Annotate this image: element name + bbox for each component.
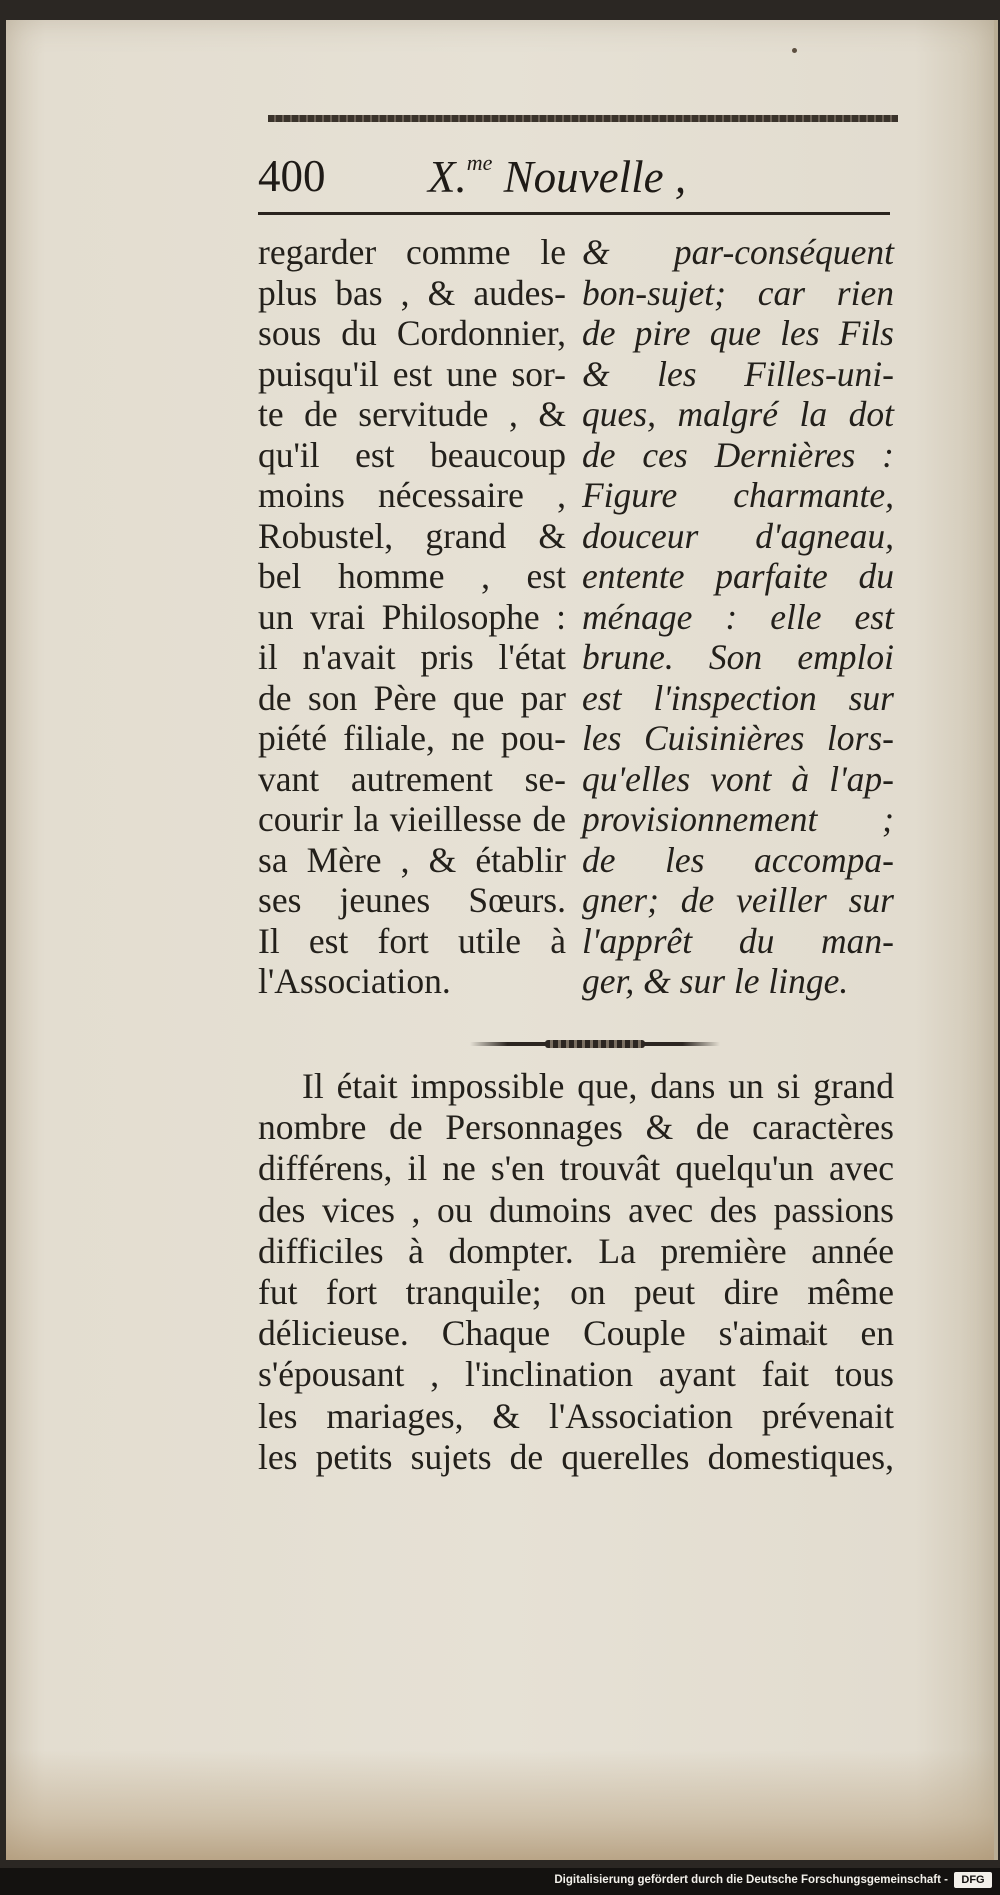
right-column-line: provisionnement ; [582,799,894,839]
page-stain [6,1750,994,1860]
page-number: 400 [258,151,326,201]
right-column-line: de ces Dernières : [582,434,894,475]
dfg-logo: DFG [954,1872,992,1888]
right-column-line: ques, malgré la dot [582,394,894,434]
left-column-line: Robustel, grand & [258,515,566,556]
right-column-line: de pire que les Fils [582,313,894,353]
left-column-line: te de servitude , & [258,394,566,434]
digitization-footer [0,1868,1000,1895]
right-column-line: & les Filles-uni- [582,353,894,394]
right-column-line: gner; de veiller sur [582,880,894,920]
paragraph-line: les petits sujets de querelles domestiques, [258,1436,894,1477]
funding-credit: Digitalisierung gefördert durch die Deutsche Forschungsgemeinschaft - [554,1874,948,1886]
right-column-line: brune. Son emploi [582,637,894,677]
paragraph-line: fut fort tranquile; on peut dire même [258,1271,894,1312]
paragraph-line: différens, il ne s'en trouvât quelqu'un avec [258,1148,894,1189]
paragraph-line: délicieuse. Chaque Couple s'aimait en [258,1313,894,1354]
right-column [582,232,894,1002]
right-column-line: Figure charmante, [582,475,894,515]
running-title [428,150,686,203]
right-column-line: les Cuisinières lors- [582,718,894,758]
paragraph-line: s'épousant , l'inclination ayant fait tous [258,1354,894,1395]
running-header [258,150,908,210]
left-column-line: puisqu'il est une sor- [258,353,566,394]
left-column-line: de son Père que par [258,677,566,718]
right-column-line: qu'elles vont à l'ap- [582,758,894,799]
running-title-superscript: me [466,150,493,175]
left-column-line: moins nécessaire , [258,475,566,515]
left-column-line: qu'il est beaucoup [258,434,566,475]
left-column-line: l'Association. [258,961,451,1001]
right-column-line: & par-conséquent [582,232,894,272]
left-column-line: courir la vieillesse de [258,799,566,839]
left-column [258,232,566,1002]
left-column-line: bel homme , est [258,556,566,596]
header-rule [258,212,890,215]
paper-speck [792,48,797,53]
paragraph-line: difficiles à dompter. La première année [258,1230,894,1271]
paragraph-line: Il était impossible que, dans un si grand [302,1066,894,1106]
section-ornament [470,1040,720,1048]
running-title-numeral: X. [428,152,467,202]
right-column-line: est l'inspection sur [582,677,894,718]
left-column-line: regarder comme le [258,232,566,272]
right-column-line: bon-sujet; car rien [582,272,894,313]
right-column-line: entente parfaite du [582,556,894,596]
left-column-line: un vrai Philosophe : [258,596,566,637]
paragraph-line: les mariages, & l'Association prévenait [258,1395,894,1436]
left-column-line: piété filiale, ne pou- [258,718,566,758]
left-column-line: Il est fort utile à [258,920,566,961]
paragraph-line: nombre de Personnages & de caractères [258,1107,894,1148]
right-column-line: ger, & sur le linge. [582,961,849,1001]
right-column-line: l'apprêt du man- [582,920,894,961]
ornament-knot [545,1040,645,1048]
left-column-line: il n'avait pris l'état [258,637,566,677]
left-column-line: vant autrement se- [258,758,566,799]
left-column-line: sa Mère , & établir [258,839,566,880]
body-paragraph [258,1066,894,1478]
right-column-line: ménage : elle est [582,596,894,637]
right-column-line: douceur d'agneau, [582,515,894,556]
left-column-line: sous du Cordonnier, [258,313,566,353]
left-column-line: plus bas , & audes- [258,272,566,313]
right-column-line: de les accompa- [582,839,894,880]
left-column-line: ses jeunes Sœurs. [258,880,566,920]
top-decorative-rule [268,115,898,122]
paragraph-line: des vices , ou dumoins avec des passions [258,1189,894,1230]
running-title-word: Nouvelle , [503,152,687,202]
